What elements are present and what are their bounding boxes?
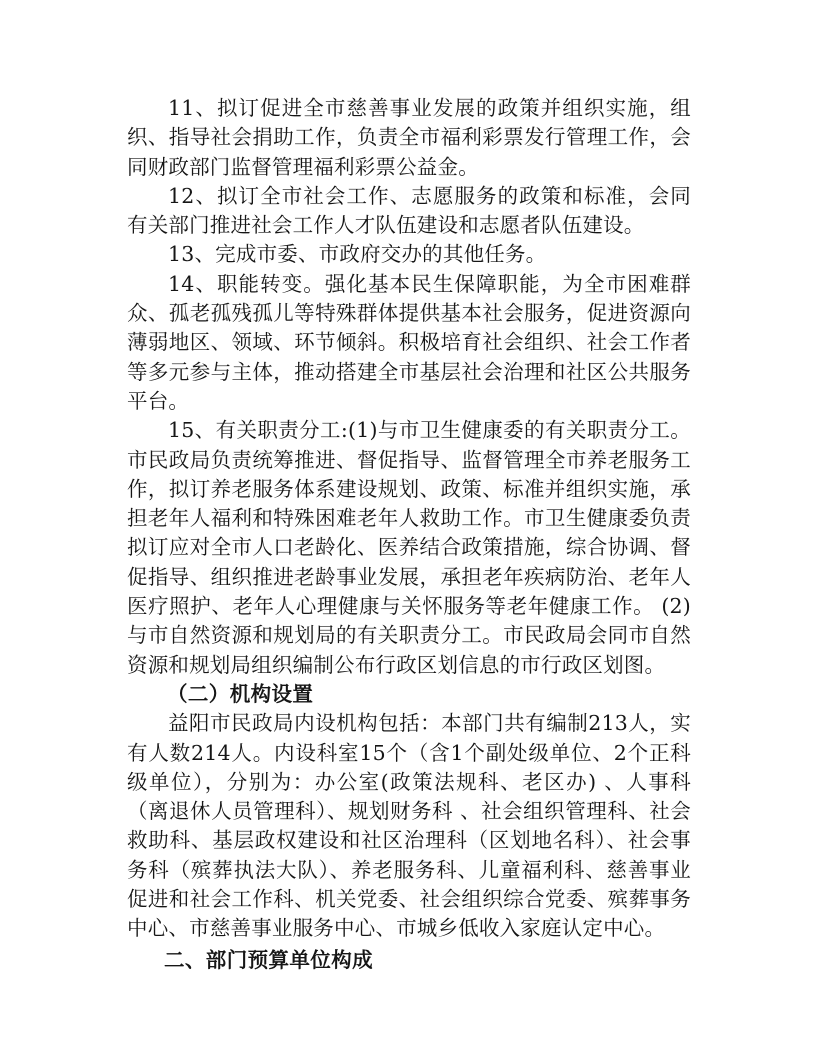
paragraph-item-11: 11、拟订促进全市慈善事业发展的政策并组织实施，组织、指导社会捐助工作，负责全市福利彩票发行管理工作，会同财政部门监督管理福利彩票公益金。 (127, 96, 691, 179)
document-body (127, 94, 691, 975)
section-heading-budget-units: 二、部门预算单位构成 (164, 947, 373, 972)
paragraph-organization: 益阳市民政局内设机构包括：本部门共有编制213人，实有人数214人。内设科室15个（含1个副处级单位、2个正科级单位），分别为：办公室(政策法规科、老区办) 、人事科（离退休人员管理科）、规划财务科 、社会组织管理科、社会救助科、基层政权建设和社区治理科（区划地名科）、社会事务科（殡葬执法大队）、养老服务科、儿童福利科、慈善事业促进和社会工作科、机关党委、社会组织综合党委、殡葬事务中心、市慈善事业服务中心、市城乡低收入家庭认定中心。 (127, 711, 691, 941)
paragraph-item-14: 14、职能转变。强化基本民生保障职能，为全市困难群众、孤老孤残孤儿等特殊群体提供基本社会服务，促进资源向薄弱地区、领域、环节倾斜。积极培育社会组织、社会工作者等多元参与主体，推动搭建全市基层社会治理和社区公共服务平台。 (127, 271, 691, 413)
paragraph-item-13: 13、完成市委、市政府交办的其他任务。 (168, 242, 547, 267)
paragraph-item-12: 12、拟订全市社会工作、志愿服务的政策和标准，会同有关部门推进社会工作人才队伍建设和志愿者队伍建设。 (127, 183, 691, 238)
section-heading-organization: （二）机构设置 (167, 681, 314, 706)
paragraph-item-15: 15、有关职责分工:(1)与市卫生健康委的有关职责分工。市民政局负责统筹推进、督促指导、监督管理全市养老服务工作，拟订养老服务体系建设规划、政策、标准并组织实施，承担老年人福利和特殊困难老年人救助工作。市卫生健康委负责拟订应对全市人口老龄化、医养结合政策措施，综合协调、督促指导、组织推进老龄事业发展，承担老年疾病防治、老年人医疗照护、老年人心理健康与关怀服务等老年健康工作。 (2)与市自然资源和规划局的有关职责分工。市民政局会同市自然资源和规划局组织编制公布行政区划信息的市行政区划图。 (127, 418, 691, 677)
